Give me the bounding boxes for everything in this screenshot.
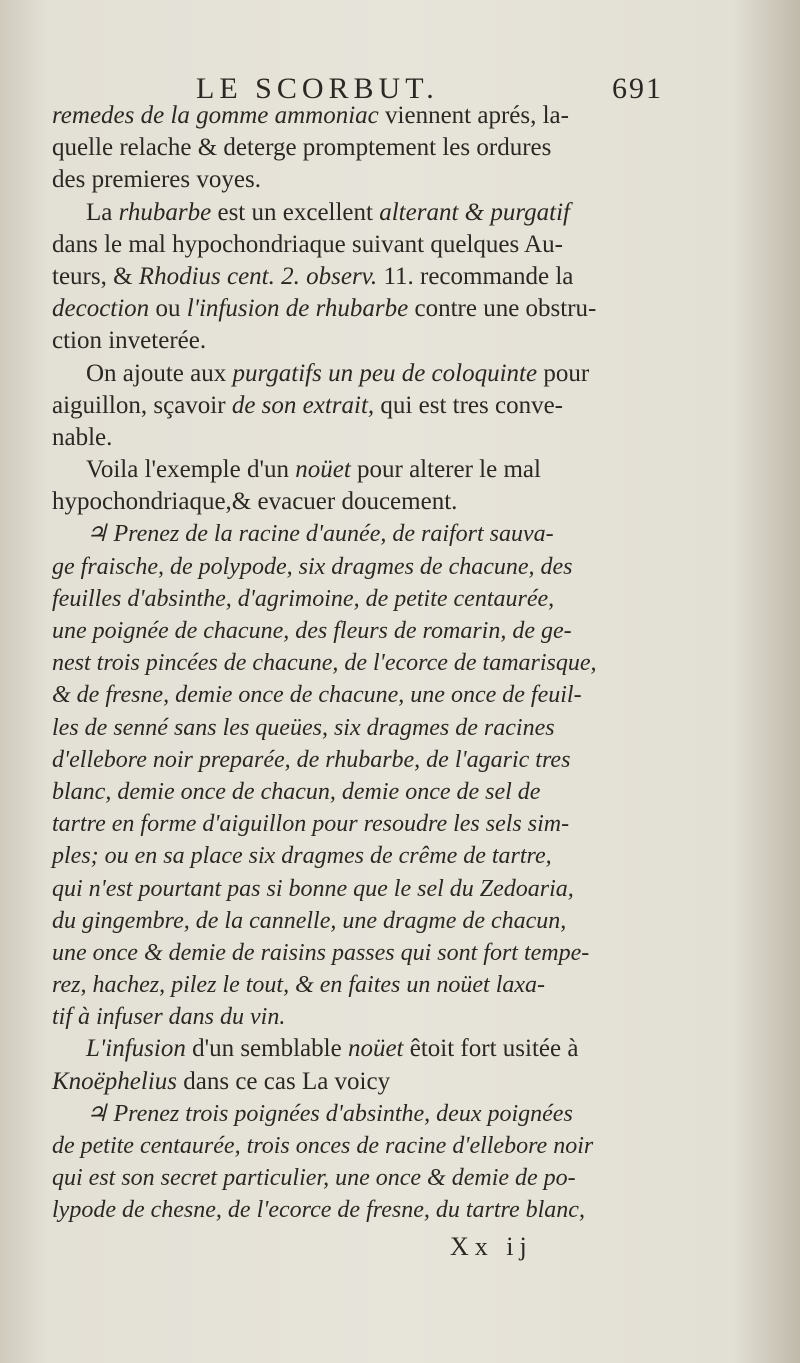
text-line: & de fresne, demie once de chacune, une once de feuil- — [52, 682, 582, 709]
text-segment: Voila l'exemple d'un — [86, 456, 296, 484]
text-segment: aiguillon, sçavoir — [52, 391, 232, 419]
text-line — [52, 1033, 682, 1065]
text-segment: Rhodius cent. 2. observ. — [138, 262, 378, 290]
text-line — [52, 100, 682, 132]
text-line: des premieres voyes. — [52, 166, 261, 194]
text-line — [52, 197, 682, 229]
text-segment: est un excellent — [211, 198, 380, 226]
text-segment: êtoit fort usitée à — [403, 1035, 579, 1063]
text-line: tartre en forme d'aiguillon pour resoudre les sels sim- — [52, 811, 570, 838]
text-line: les de senné sans les queües, six dragmes de racines — [52, 714, 555, 741]
text-segment: L'infusion — [86, 1035, 186, 1063]
text-segment: purgatifs un peu de coloquinte — [232, 359, 538, 387]
text-segment: contre une obstru- — [408, 295, 597, 323]
text-segment: alterant & purgatif — [379, 198, 570, 226]
text-line — [52, 390, 682, 422]
text-line: nable. — [52, 423, 113, 451]
text-segment: noüet — [295, 456, 351, 484]
text-segment: de son extrait, — [231, 391, 375, 419]
text-line: lypode de chesne, de l'ecorce de fresne, du tartre blanc, — [52, 1197, 585, 1224]
text-line: ples; ou en sa place six dragmes de crême de tartre, — [52, 843, 552, 870]
text-segment: decoction — [52, 295, 150, 323]
text-line: feuilles d'absinthe, d'agrimoine, de petite centaurée, — [52, 585, 555, 612]
text-segment: teurs, & — [52, 262, 139, 290]
text-line: qui est son secret particulier, une once & demie de po- — [52, 1165, 576, 1192]
text-line — [52, 358, 682, 390]
text-line: tif à infuser dans du vin. — [52, 1004, 286, 1031]
text-line: qui n'est pourtant pas si bonne que le sel du Zedoaria, — [52, 875, 574, 902]
text-line — [52, 261, 682, 293]
text-line: une poignée de chacune, des fleurs de romarin, de ge- — [52, 618, 572, 644]
text-segment: Knoëphelius — [52, 1067, 177, 1095]
text-line: ♃ Prenez trois poignées d'absinthe, deux poignées — [86, 1100, 573, 1127]
text-line: rez, hachez, pilez le tout, & en faites un noüet laxa- — [52, 972, 546, 999]
text-segment: qui est tres conve- — [374, 391, 564, 419]
text-segment: pour alterer le mal — [350, 456, 541, 484]
page-number: 691 — [612, 72, 663, 105]
text-segment: remedes de la gomme ammoniac — [52, 102, 379, 129]
page-shadow — [730, 0, 800, 1363]
signature-mark: Xx ij — [450, 1232, 533, 1261]
text-segment: noüet — [347, 1035, 404, 1063]
running-title: LE SCORBUT. — [196, 72, 439, 105]
text-line — [52, 293, 682, 325]
text-segment: La — [86, 198, 119, 226]
text-line — [52, 1066, 682, 1098]
text-body — [52, 100, 682, 1227]
text-line: ge fraische, de polypode, six dragmes de chacune, des — [52, 553, 573, 580]
text-line: blanc, demie once de chacun, demie once de sel de — [52, 778, 541, 805]
text-line: du gingembre, de la cannelle, une dragme de chacun, — [52, 907, 567, 934]
text-line: une once & demie de raisins passes qui sont fort tempe- — [52, 939, 590, 966]
text-line: dans le mal hypochondriaque suivant quelques Au- — [52, 230, 563, 258]
text-segment: On ajoute aux — [86, 359, 233, 387]
text-segment: pour — [537, 359, 590, 387]
text-line: de petite centaurée, trois onces de racine d'ellebore noir — [52, 1133, 594, 1159]
text-segment: 11. recommande la — [377, 262, 574, 290]
text-line: nest trois pincées de chacune, de l'ecorce de tamarisque, — [52, 650, 597, 677]
text-segment: d'un semblable — [185, 1035, 348, 1063]
text-segment: rhubarbe — [118, 198, 212, 226]
text-line: quelle relache & deterge promptement les ordures — [52, 134, 552, 162]
text-line: ction inveterée. — [52, 327, 207, 355]
text-line: hypochondriaque,& evacuer doucement. — [52, 488, 458, 516]
text-segment: ou — [149, 295, 187, 323]
text-line: d'ellebore noir preparée, de rhubarbe, de l'agaric tres — [52, 746, 571, 773]
text-line — [52, 454, 682, 486]
text-segment: viennent aprés, la- — [378, 102, 569, 129]
text-line: ♃ Prenez de la racine d'aunée, de raifort sauva- — [86, 521, 554, 548]
text-segment: l'infusion de rhubarbe — [186, 295, 409, 323]
text-segment: dans ce cas La voicy — [177, 1067, 391, 1095]
